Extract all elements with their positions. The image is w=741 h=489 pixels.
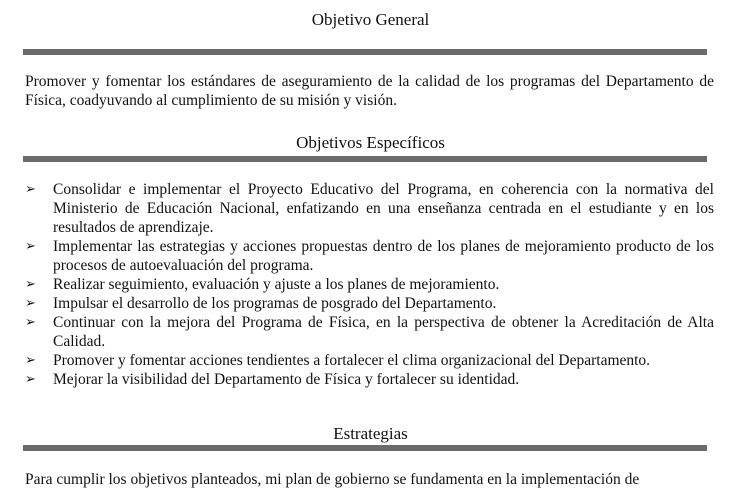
list-item <box>0 275 714 294</box>
list-item <box>0 370 714 389</box>
list-item <box>0 237 714 275</box>
objetivos-especificos-heading: Objetivos Específicos <box>296 133 445 152</box>
list-item-text: Continuar con la mejora del Programa de Física, en la perspectiva de obtener la Acreditación de Alta Calidad. <box>53 314 714 350</box>
arrowhead-bullet-icon: ➢ <box>25 182 36 197</box>
list-item-text: Impulsar el desarrollo de los programas de posgrado del Departamento. <box>53 295 497 312</box>
arrowhead-bullet-icon: ➢ <box>25 239 36 254</box>
section-rule <box>23 49 707 55</box>
list-item <box>0 313 714 351</box>
section-rule <box>23 156 707 162</box>
list-item <box>0 294 714 313</box>
list-item <box>0 180 714 237</box>
arrowhead-bullet-icon: ➢ <box>25 277 36 292</box>
list-item <box>0 351 714 370</box>
objetivo-general-heading: Objetivo General <box>311 10 430 29</box>
estrategias-text: Para cumplir los objetivos planteados, mi plan de gobierno se fundamenta en la implementación de <box>25 471 640 488</box>
list-item-text: Consolidar e implementar el Proyecto Educativo del Programa, en coherencia con la normativa del Ministerio de Educación Nacional, enfatizando en una enseñanza centrada en el estudiante y en los resultados de aprendizaje. <box>53 181 714 236</box>
section-rule <box>23 445 707 451</box>
arrowhead-bullet-icon: ➢ <box>25 353 36 368</box>
arrowhead-bullet-icon: ➢ <box>25 296 36 311</box>
list-item-text: Promover y fomentar acciones tendientes a fortalecer el clima organizacional del Departamento. <box>53 352 651 369</box>
objetivos-especificos-list <box>0 180 741 389</box>
list-item-text: Implementar las estrategias y acciones propuestas dentro de los planes de mejoramiento producto de los procesos de autoevaluación del programa. <box>53 238 714 274</box>
arrowhead-bullet-icon: ➢ <box>25 315 36 330</box>
list-item-text: Mejorar la visibilidad del Departamento de Física y fortalecer su identidad. <box>53 371 520 388</box>
estrategias-heading: Estrategias <box>333 424 408 443</box>
arrowhead-bullet-icon: ➢ <box>25 372 36 387</box>
list-item-text: Realizar seguimiento, evaluación y ajuste a los planes de mejoramiento. <box>53 276 500 293</box>
objetivo-general-text: Promover y fomentar los estándares de aseguramiento de la calidad de los programas del Departamento de Física, coadyuvando al cumplimiento de su misión y visión. <box>25 73 714 109</box>
